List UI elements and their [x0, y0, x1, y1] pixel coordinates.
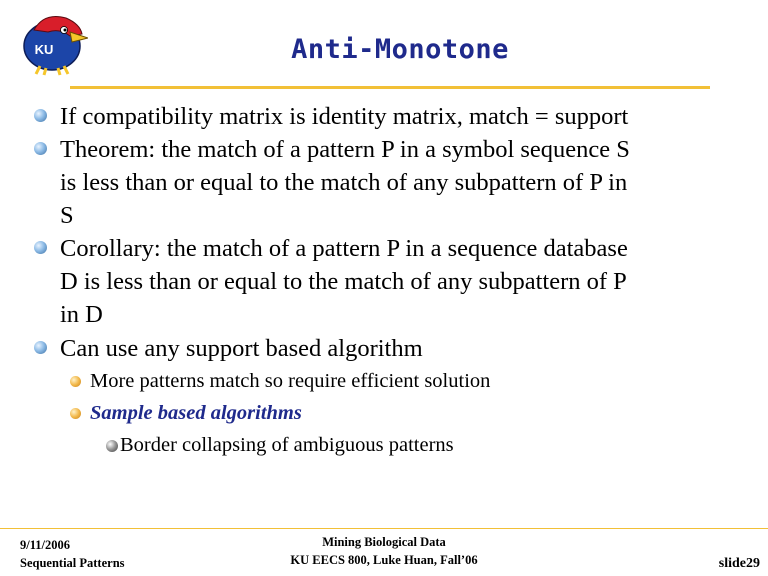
footer-topic: Sequential Patterns [20, 556, 125, 570]
bullet-icon [34, 142, 47, 155]
logo-text: KU [34, 42, 54, 57]
slide-title: Anti-Monotone [291, 34, 509, 65]
bullet-3-line-2: D is less than or equal to the match of any subpattern of P [60, 268, 627, 295]
sub-bullet-1: More patterns match so require efficient solution [90, 370, 491, 392]
bullet-1-line-1: If compatibility matrix is identity matrix, match = support [60, 103, 629, 130]
footer-course-info: KU EECS 800, Luke Huan, Fall’06 [290, 553, 478, 567]
sub-sub-bullet-1: Border collapsing of ambiguous patterns [120, 434, 454, 456]
sub-sub-bullet-icon [106, 440, 118, 452]
sub-bullet-2: Sample based algorithms [90, 402, 302, 424]
bullet-2-line-2: is less than or equal to the match of any subpattern of P in [60, 169, 628, 196]
footer-date: 9/11/2006 [20, 538, 71, 552]
bullet-3-line-3: in D [60, 301, 103, 328]
bullet-icon [34, 109, 47, 122]
footer-course-title: Mining Biological Data [322, 535, 446, 549]
bullet-2-line-3: S [60, 202, 74, 229]
sub-bullet-icon [70, 408, 81, 419]
bullet-4-line-1: Can use any support based algorithm [60, 335, 423, 362]
footer-divider [0, 528, 768, 529]
bullet-icon [34, 241, 47, 254]
bullet-3-line-1: Corollary: the match of a pattern P in a sequence database [60, 235, 628, 262]
slide-number: slide29 [718, 556, 760, 571]
ku-jayhawk-logo [14, 8, 88, 76]
sub-bullet-icon [70, 376, 81, 387]
bullet-2-line-1: Theorem: the match of a pattern P in a symbol sequence S [60, 136, 630, 163]
bullet-icon [34, 341, 47, 354]
title-divider [70, 86, 710, 89]
